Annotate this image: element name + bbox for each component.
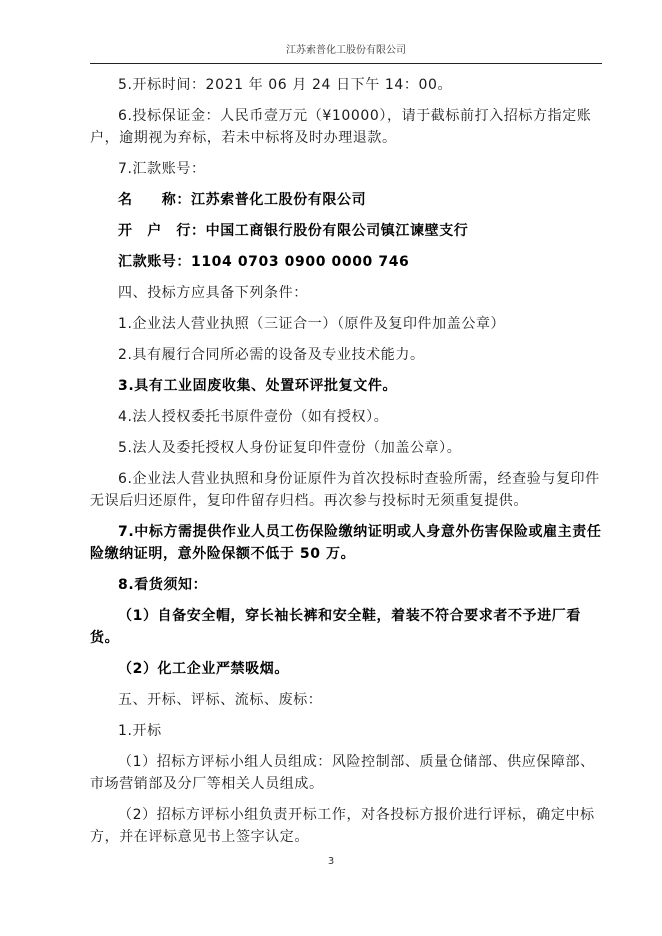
paragraph-condition-7: 7.中标方需提供作业人员工伤保险缴纳证明或人身意外伤害保险或雇主责任险缴纳证明，意外险保额不低于 50 万。 (90, 524, 602, 562)
paragraph-evaluation-2: （2）招标方评标小组负责开标工作，对各投标方报价进行评标，确定中标方，并在评标意见书上签字认定。 (90, 807, 595, 845)
paragraph-opening-subheading: 1.开标 (118, 723, 162, 739)
paragraph-condition-1: 1.企业法人营业执照（三证合一）（原件及复印件加盖公章） (118, 316, 506, 332)
paragraph-remittance-heading: 7.汇款账号： (118, 161, 206, 177)
paragraph-bid-deposit: 6.投标保证金：人民币壹万元（¥10000），请于截标前打入招标方指定账户，逾期视为弃标，若未中标将及时办理退款。 (90, 108, 592, 146)
section-heading-evaluation: 五、开标、评标、流标、废标： (118, 692, 323, 708)
paragraph-opening-time: 5.开标时间：2021 年 06 月 24 日下午 14：00。 (118, 77, 453, 93)
paragraph-inspection-heading: 8.看货须知： (118, 577, 208, 593)
paragraph-condition-5: 5.法人及委托授权人身份证复印件壹份（加盖公章）。 (118, 440, 462, 456)
paragraph-condition-3: 3.具有工业固废收集、处置环评批复文件。 (118, 378, 398, 394)
page-header: 江苏索普化工股份有限公司 (286, 45, 406, 56)
paragraph-condition-2: 2.具有履行合同所必需的设备及专业技术能力。 (118, 347, 425, 363)
paragraph-account-name: 名 称：江苏索普化工股份有限公司 (118, 192, 367, 208)
document-body (90, 74, 602, 857)
page-number: 3 (327, 856, 335, 867)
section-heading-conditions: 四、投标方应具备下列条件： (118, 285, 308, 301)
paragraph-condition-6: 6.企业法人营业执照和身份证原件为首次投标时查验所需，经查验与复印件无误后归还原件，复印件留存归档。再次参与投标时无须重复提供。 (90, 471, 600, 509)
paragraph-condition-4: 4.法人授权委托书原件壹份（如有授权）。 (118, 409, 389, 425)
paragraph-evaluation-1: （1）招标方评标小组人员组成：风险控制部、质量仓储部、供应保障部、市场营销部及分厂等相关人员组成。 (90, 754, 595, 792)
paragraph-bank: 开 户 行：中国工商银行股份有限公司镇江谏壁支行 (118, 223, 469, 239)
paragraph-inspection-2: （2）化工企业严禁吸烟。 (118, 661, 289, 677)
paragraph-account-number: 汇款账号：1104 0703 0900 0000 746 (118, 254, 410, 270)
paragraph-inspection-1: （1）自备安全帽，穿长袖长裤和安全鞋，着装不符合要求者不予进厂看货。 (90, 608, 581, 646)
header-divider (90, 63, 602, 64)
